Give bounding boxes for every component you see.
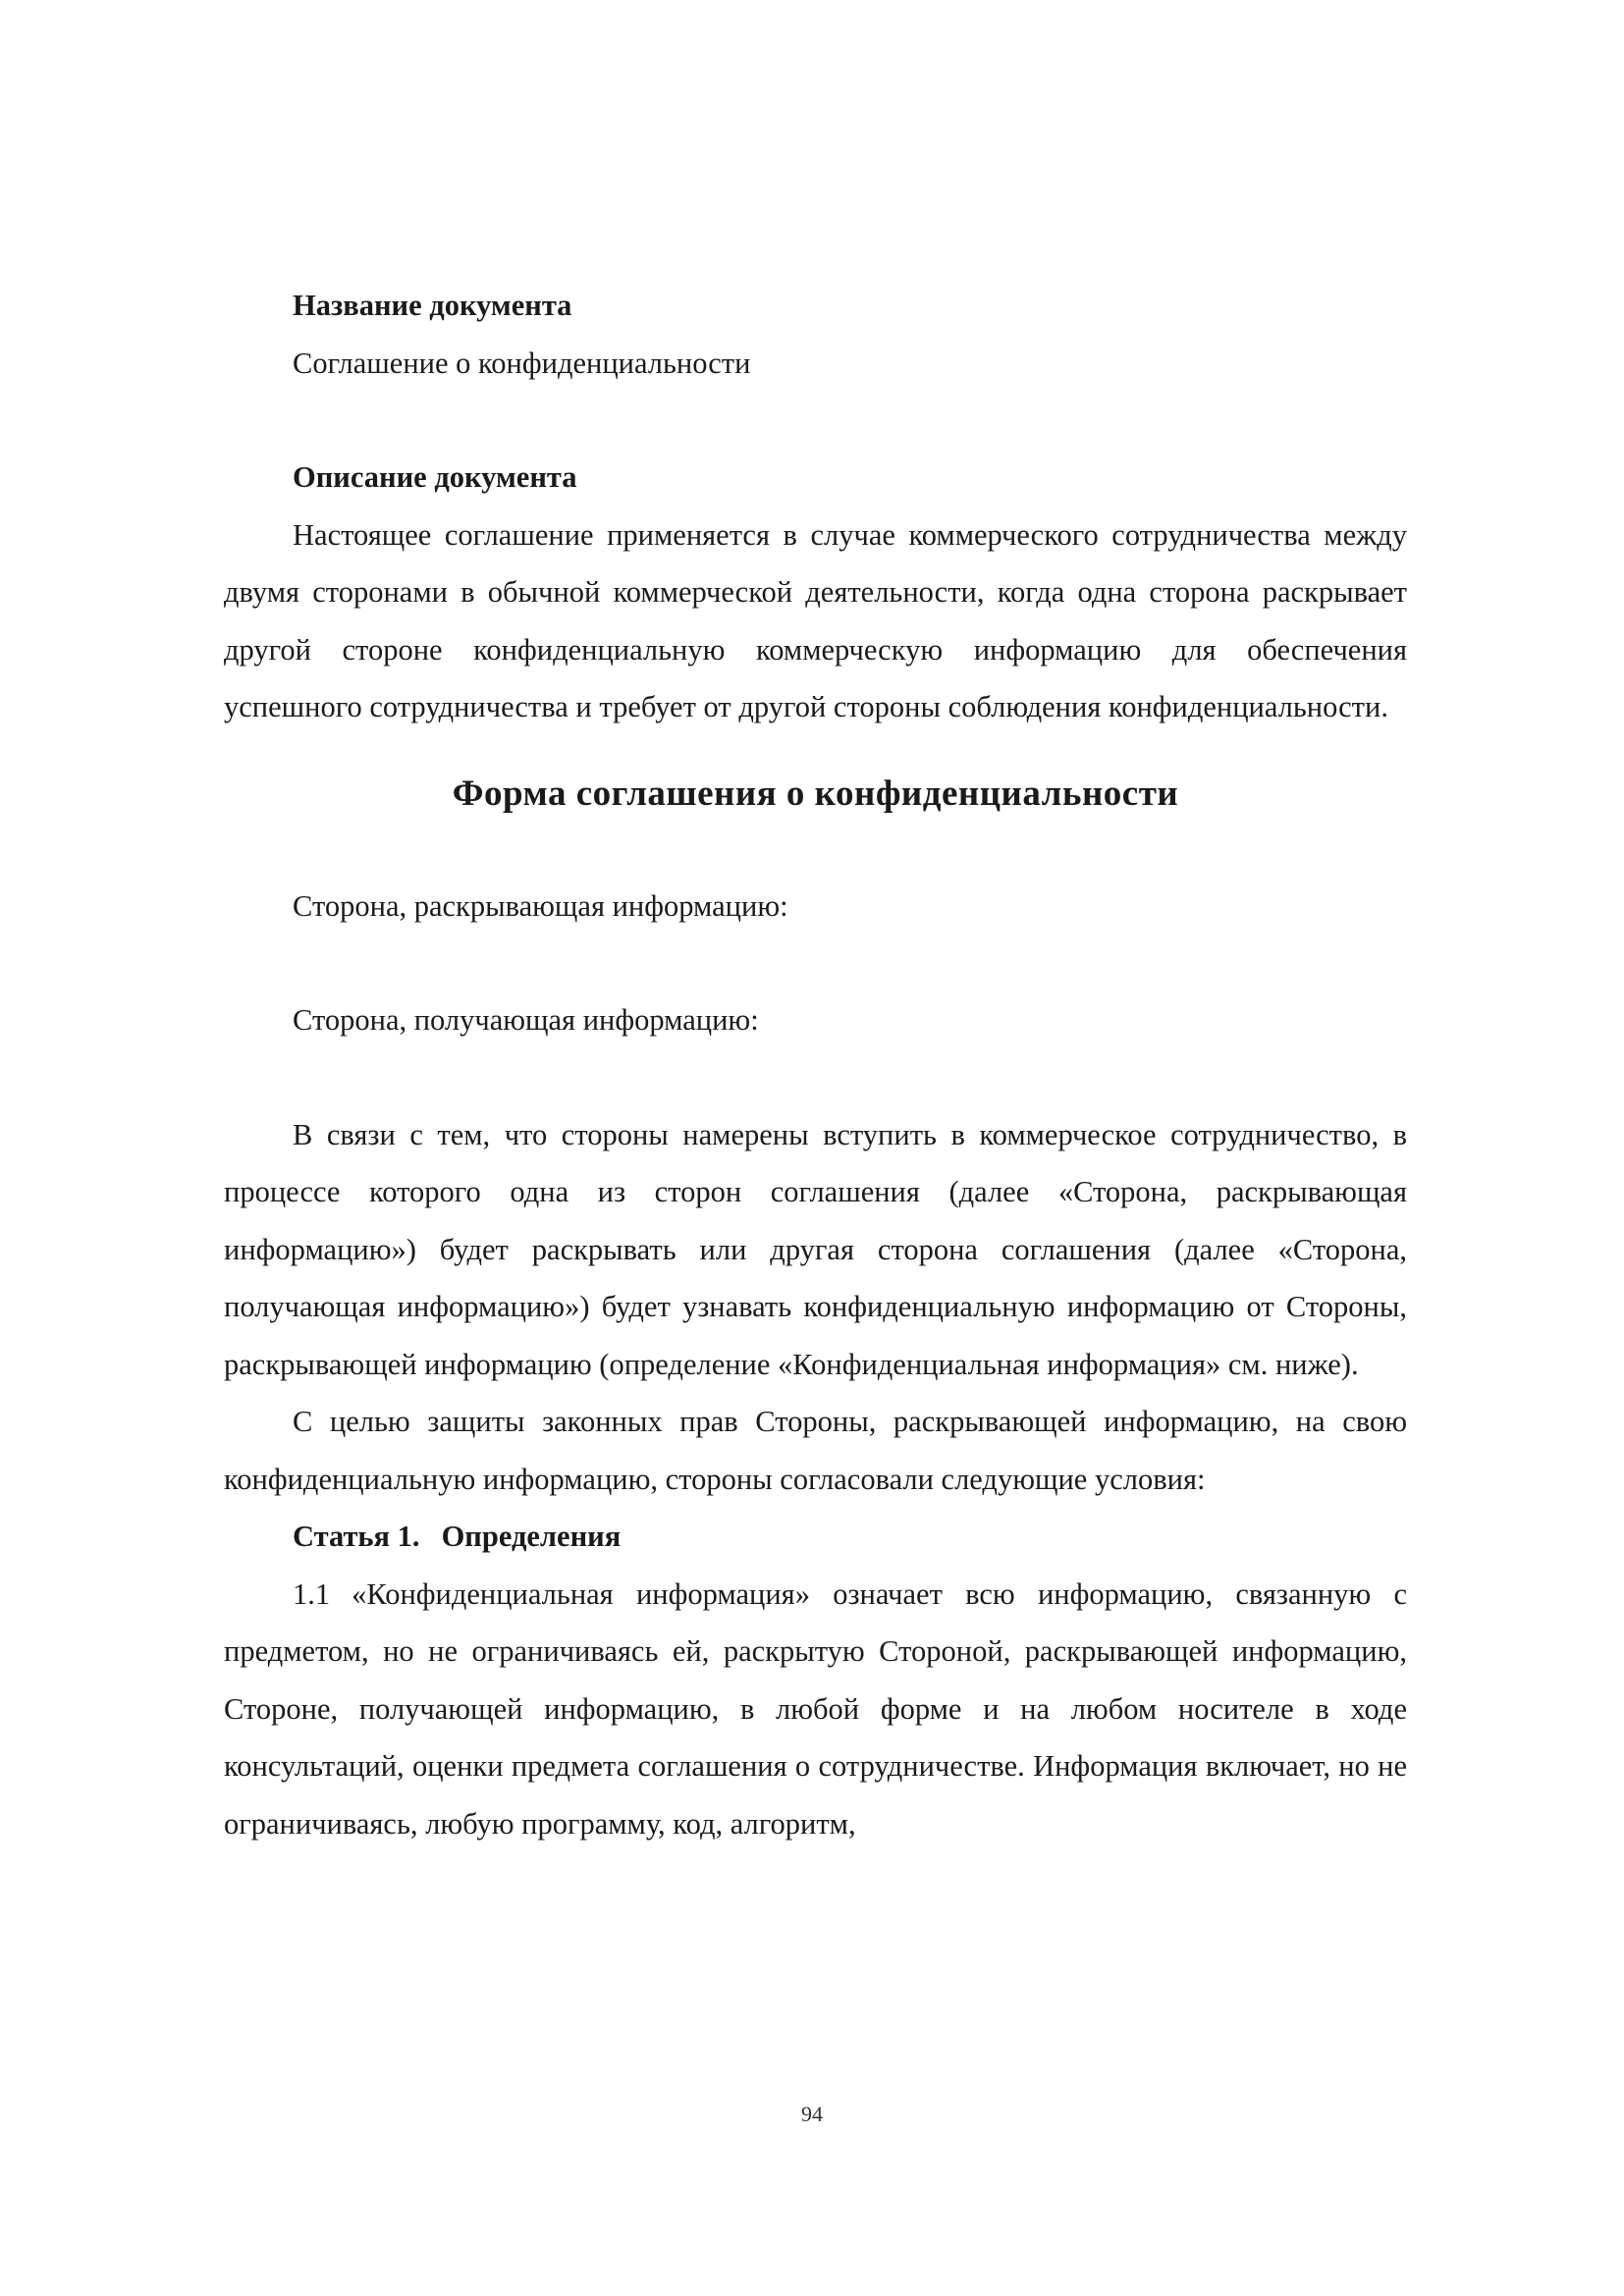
- disclosing-party-label: Сторона, раскрывающая информацию:: [293, 888, 788, 923]
- preamble-paragraph-2: С целью защиты законных прав Стороны, раскрывающей информацию, на свою конфиденциальную информацию, стороны согласовали следующие условия:: [224, 1405, 1407, 1496]
- document-description-label: Описание документа: [293, 460, 577, 494]
- receiving-party-label: Сторона, получающая информацию:: [293, 1003, 759, 1037]
- spacer: [224, 934, 1407, 991]
- spacer: [224, 736, 1407, 766]
- clause-1-1-text: «Конфиденциальная информация» означает всю информацию, связанную с предметом, но не ограничиваясь ей, раскрытую Стороной, раскрывающей информацию, Стороне, получающей информацию, в любой форме и на любом носителе в ходе консультаций, оценки предмета соглашения о сотрудничестве. Информация включает, но не ограничиваясь, любую программу, код, алгоритм,: [224, 1576, 1407, 1841]
- page-number: 94: [801, 2102, 823, 2126]
- document-description-text: Настоящее соглашение применяется в случае коммерческого сотрудничества между двумя сторонами в обычной коммерческой деятельности, когда одна сторона раскрывает другой стороне конфиденциальную коммерческую информацию для обеспечения успешного сотрудничества и требует от другой стороны соблюдения конфиденциальности.: [224, 517, 1407, 723]
- page-content: [224, 277, 1407, 1852]
- spacer: [224, 392, 1407, 449]
- article-1-title: Определения: [441, 1520, 622, 1553]
- spacer: [224, 1049, 1407, 1106]
- form-title: Форма соглашения о конфиденциальности: [452, 773, 1179, 814]
- document-name-value: Соглашение о конфиденциальности: [293, 346, 751, 380]
- preamble-paragraph-1: В связи с тем, что стороны намерены вступить в коммерческое сотрудничество, в процессе которого одна из сторон соглашения (далее «Сторона, раскрывающая информацию») будет раскрывать или другая сторона соглашения (далее «Сторона, получающая информацию») будет узнавать конфиденциальную информацию от Стороны, раскрывающей информацию (определение «Конфиденциальная информация» см. ниже).: [224, 1117, 1407, 1381]
- spacer: [224, 823, 1407, 878]
- article-1-number: Статья 1.: [293, 1520, 420, 1553]
- clause-1-1: [224, 1566, 1407, 1853]
- article-1-heading: [224, 1508, 1407, 1566]
- document-name-label: Название документа: [293, 289, 572, 322]
- clause-1-1-number: 1.1: [293, 1576, 331, 1611]
